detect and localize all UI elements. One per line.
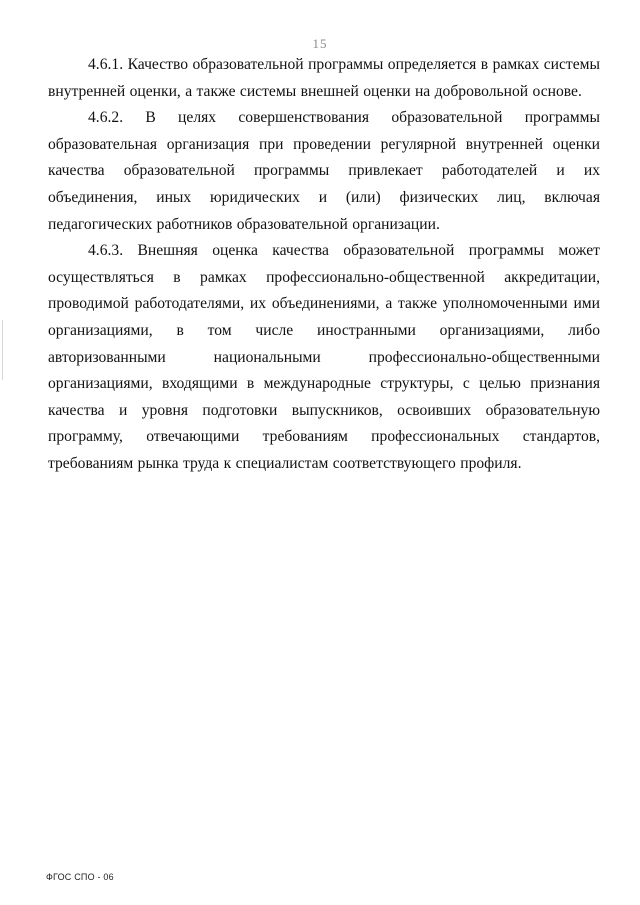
clause-number: 4.6.3. — [88, 242, 124, 260]
clause-number: 4.6.1. — [88, 56, 124, 73]
footer-label: ФГОС СПО - 06 — [46, 872, 114, 882]
document-body — [48, 52, 600, 478]
paragraph-4-6-1 — [48, 52, 600, 105]
clause-number: 4.6.2. — [88, 109, 124, 127]
paragraph-4-6-2 — [48, 105, 600, 238]
page-number: 15 — [312, 36, 328, 51]
paragraph-4-6-3 — [48, 238, 600, 477]
paragraph-text: Качество образовательной программы определяется в рамках системы внутренней оценки, а также системы внешней оценки на добровольной основе. — [48, 56, 600, 100]
paragraph-text: Внешняя оценка качества образовательной программы может осуществляться в рамках профессионально-общественной аккредитации, проводимой работодателями, их объединениями, а также уполномоченными ими организациями, в том числе иностранными организациями, либо авторизованными национальными профессионально-общественными организациями, входящими в международные структуры, с целью признания качества и уровня подготовки выпускников, освоивших образовательную программу, отвечающими требованиям профессиональных стандартов, требованиям рынка труда к специалистам соответствующего профиля. — [48, 242, 600, 472]
paragraph-text: В целях совершенствования образовательной программы образовательная организация при проведении регулярной внутренней оценки качества образовательной программы привлекает работодателей и их объединения, иных юридических и (или) физических лиц, включая педагогических работников образовательной организации. — [48, 109, 600, 233]
scan-edge-mark — [2, 320, 3, 380]
